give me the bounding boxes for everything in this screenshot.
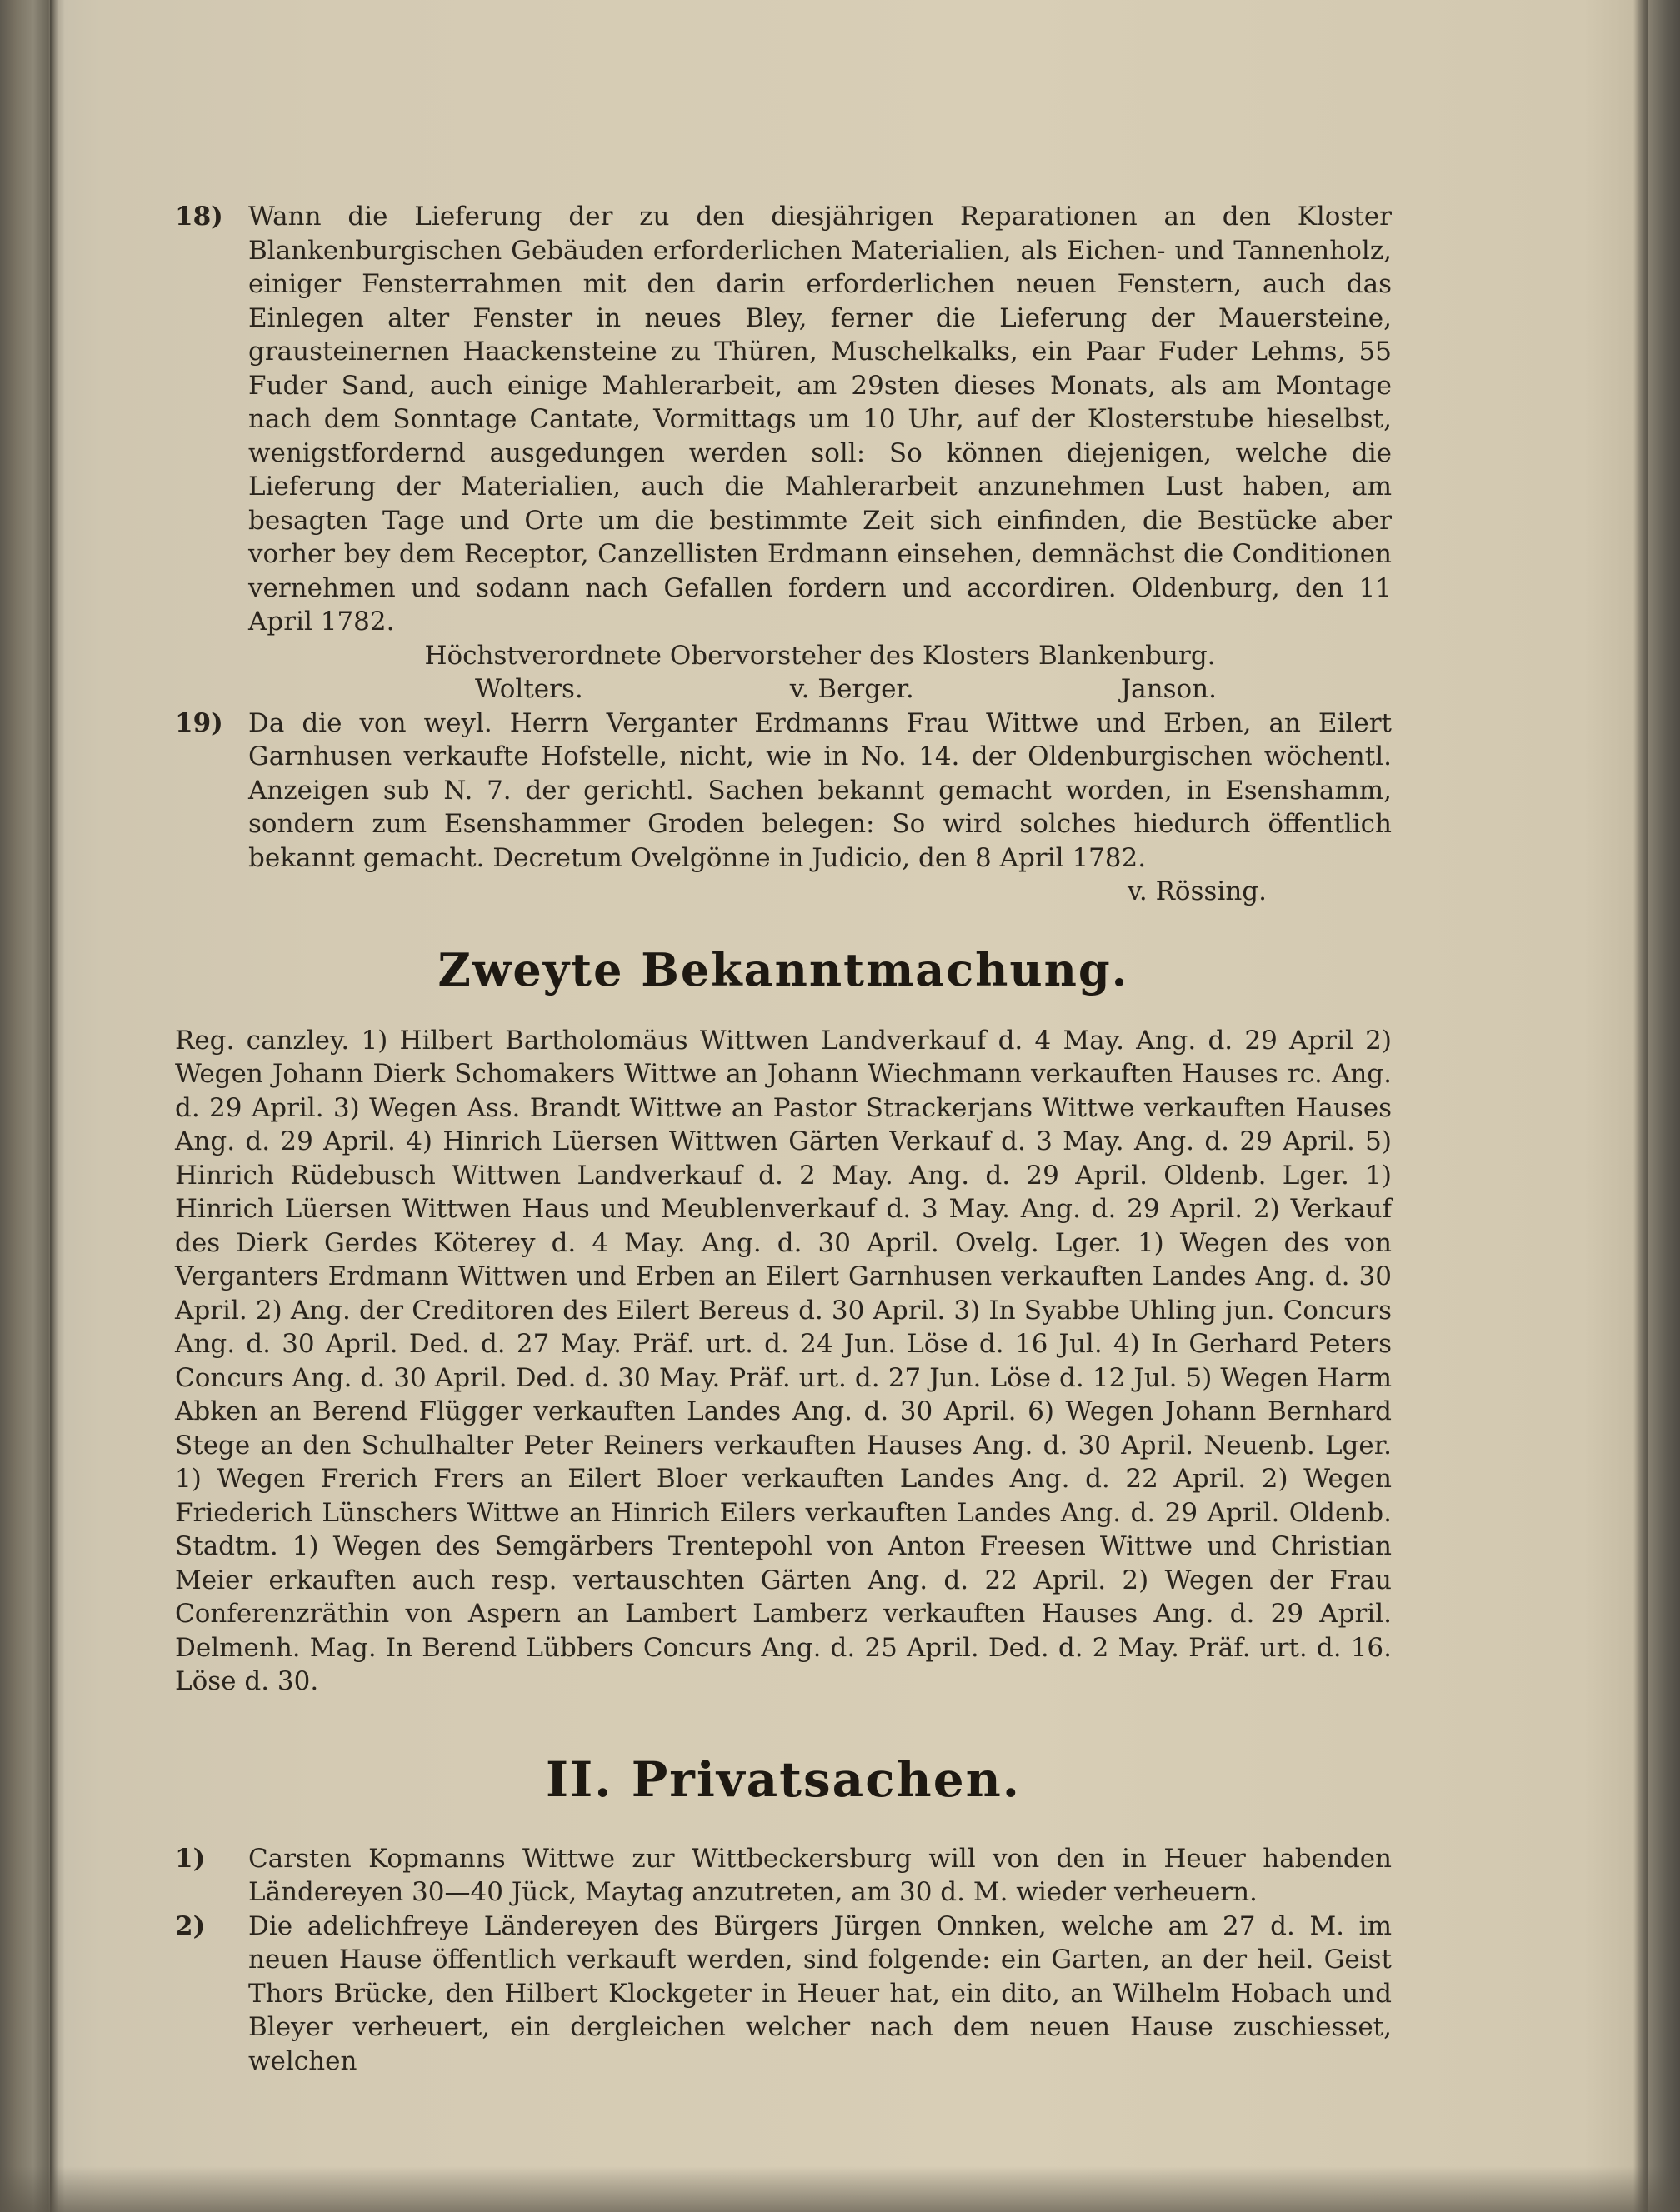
announcement-body: Wann die Lieferung der zu den diesjährigen Reparationen an den Kloster Blankenburgischen Gebäuden erforderlichen Materialien, als Eichen- und Tannenholz, einiger Fensterrahmen mit den darin erforderlichen neuen Fenstern, auch das Einlegen alter Fenster in neues Bley, ferner die Lieferung der Mauersteine, grausteinernen Haackensteine zu Thüren, Muschelkalks, ein Paar Fuder Lehms, 55 Fuder Sand, auch einige Mahlerarbeit, am 29sten dieses Monats, als am Montage nach dem Sonntage Cantate, Vormittags um 10 Uhr, auf der Klosterstube hieselbst, wenigstfordernd ausgedungen werden soll: So können diejenigen, welche die Lieferung der Materialien, auch die Mahlerarbeit anzunehmen Lust haben, am besagten Tage und Orte um die bestimmte Zeit sich einfinden, die Bestücke aber vorher bey dem Receptor, Canzellisten Erdmann einsehen, demnächst die Conditionen vernehmen und sodann nach Gefallen fordern und accordiren. xyxy=(248,202,1392,603)
page-content xyxy=(175,200,1392,2078)
item-number: 2) xyxy=(175,1910,206,1941)
section-heading-zweyte-bekanntmachung: Zweyte Bekanntmachung. xyxy=(438,942,1129,996)
signature-title: Höchstverordnete Obervorsteher des Klosters Blankenburg. xyxy=(424,640,1216,671)
signatories xyxy=(175,672,1392,707)
announcement-18 xyxy=(175,200,1392,639)
announcement-dateline: Oldenburg, den 11 April 1782. xyxy=(248,572,1392,637)
announcement-text: Da die von weyl. Herrn Verganter Erdmanns Frau Wittwe und Erben, an Eilert Garnhusen verkaufte Hofstelle, nicht, wie in No. 14. der Oldenburgischen wöchentl. Anzeigen sub N. 7. der gerichtl. Sachen bekannt gemacht worden, in Esenshamm, sondern zum Esenshammer Groden belegen: So wird solches hiedurch öffentlich bekannt gemacht. Decretum Ovelgönne in Judicio, den 8 April 1782. xyxy=(248,707,1392,873)
signatory: Janson. xyxy=(1120,674,1217,704)
announcement-text xyxy=(248,200,1392,639)
announcement-signature: v. Rössing. xyxy=(1128,876,1267,906)
announcement-19 xyxy=(175,707,1392,876)
announcement-number: 18) xyxy=(175,202,223,232)
book-gutter-shadow xyxy=(50,0,58,2212)
item-text: Carsten Kopmanns Wittwe zur Wittbeckersburg will von den in Heuer habenden Ländereyen 30—40 Jück, Maytag anzutreten, am 30 d. M. wieder verheuern. xyxy=(248,1843,1392,1907)
privat-item-1 xyxy=(175,1842,1392,1910)
section-heading-privatsachen: II. Privatsachen. xyxy=(546,1750,1021,1808)
announcement-number: 19) xyxy=(175,707,223,738)
zweyte-bekanntmachung-text: Reg. canzley. 1) Hilbert Bartholomäus Wittwen Landverkauf d. 4 May. Ang. d. 29 April 2) Wegen Johann Dierk Schomakers Wittwe an Johann Wiechmann verkauften Hauses rc. Ang. d. 29 April. 3) Wegen Ass. Brandt Wittwe an Pastor Strackerjans Wittwe verkauften Hauses Ang. d. 29 April. 4) Hinrich Lüersen Wittwen Gärten Verkauf d. 3 May. Ang. d. 29 April. 5) Hinrich Rüdebusch Wittwen Landverkauf d. 2 May. Ang. d. 29 April. Oldenb. Lger. 1) Hinrich Lüersen Wittwen Haus und Meublenverkauf d. 3 May. Ang. d. 29 April. 2) Verkauf des Dierk Gerdes Köterey d. 4 May. Ang. d. 30 April. Ovelg. Lger. 1) Wegen des von Verganters Erdmann Wittwen und Erben an Eilert Garnhusen verkauften Landes Ang. d. 30 April. 2) Ang. der Creditoren des Eilert Bereus d. 30 April. 3) In Syabbe Uhling jun. Concurs Ang. d. 30 April. Ded. d. 27 May. Präf. urt. d. 24 Jun. Löse d. 16 Jul. 4) In Gerhard Peters Concurs Ang. d. 30 April. Ded. d. 30 May. Präf. urt. d. 27 Jun. Löse d. 12 Jul. 5) Wegen Harm Abken an Berend Flügger verkauften Landes Ang. d. 30 April. 6) Wegen Johann Bernhard Stege an den Schulhalter Peter Reiners verkauften Hauses Ang. d. 30 April. Neuenb. Lger. 1) Wegen Frerich Frers an Eilert Bloer verkauften Landes Ang. d. 22 April. 2) Wegen Friederich Lünschers Wittwe an Hinrich Eilers verkauften Landes Ang. d. 29 April. Oldenb. Stadtm. 1) Wegen des Semgärbers Trentepohl von Anton Freesen Wittwe und Christian Meier erkauften auch resp. vertauschten Gärten Ang. d. 22 April. 2) Wegen der Frau Conferenzräthin von Aspern an Lambert Lamberz verkauften Hauses Ang. d. 29 April. Delmenh. Mag. In Berend Lübbers Concurs Ang. d. 25 April. Ded. d. 2 May. Präf. urt. d. 16. Löse d. 30. xyxy=(175,1025,1392,1696)
page-edge-shadow xyxy=(1633,0,1648,2212)
item-number: 1) xyxy=(175,1843,206,1874)
signatory: v. Berger. xyxy=(789,674,914,704)
privat-item-2 xyxy=(175,1910,1392,2079)
scan-bottom-shadow xyxy=(0,2166,1680,2212)
signatory: Wolters. xyxy=(475,674,583,704)
item-text: Die adelichfreye Ländereyen des Bürgers Jürgen Onnken, welche am 27 d. M. im neuen Hause öffentlich verkauft werden, sind folgende: ein Garten, an der heil. Geist Thors Brücke, den Hilbert Klockgeter in Heuer hat, ein dito, an Wilhelm Hobach und Bleyer verheuert, ein dergleichen welcher nach dem neuen Hause zuschiesset, welchen xyxy=(248,1910,1392,2076)
